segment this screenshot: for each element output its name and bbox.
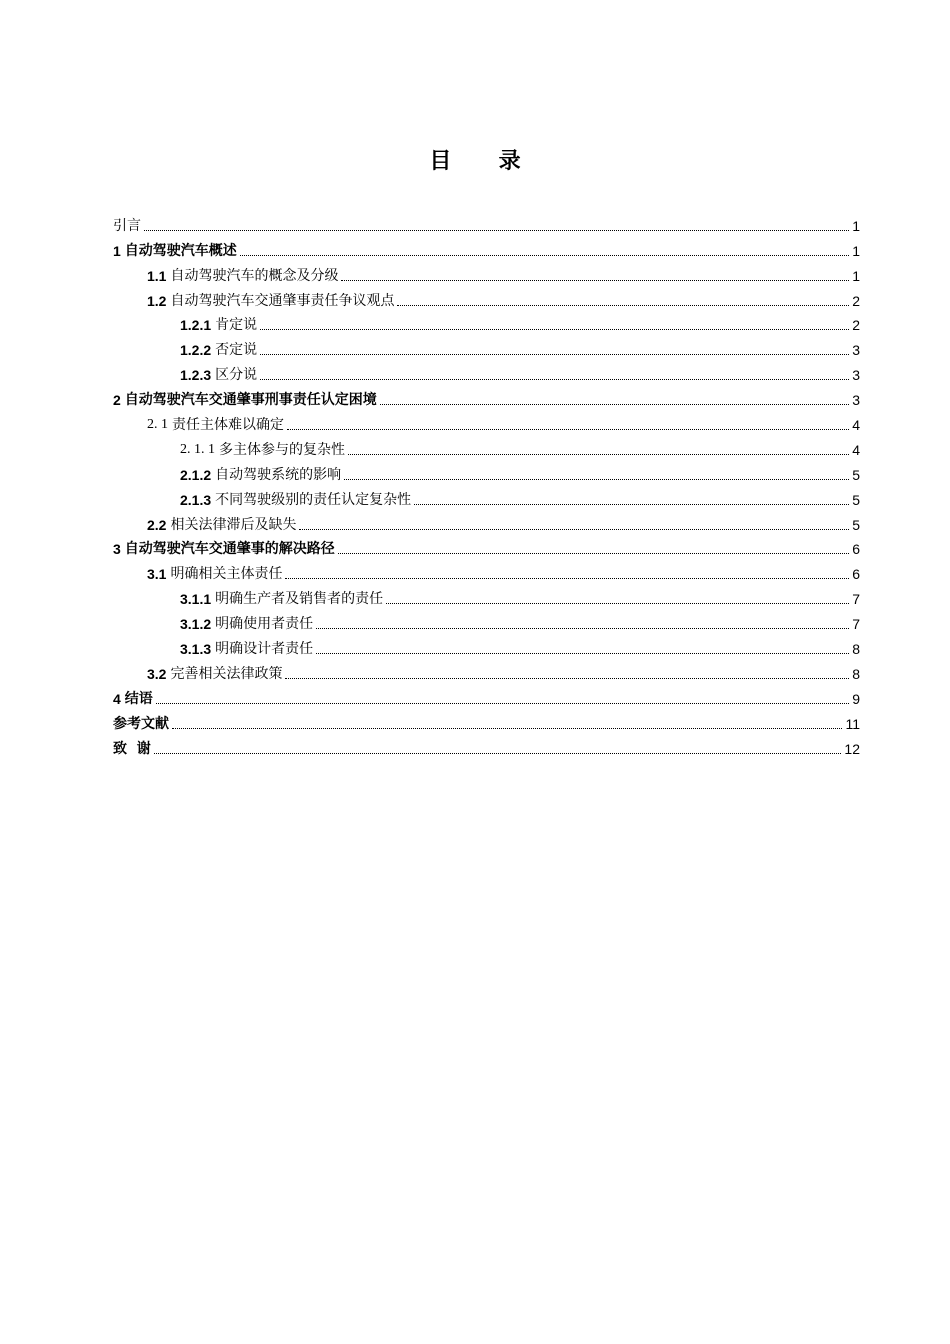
toc-page-number: 6 [852, 541, 860, 558]
toc-dot-leader [260, 379, 849, 380]
toc-page-number: 7 [852, 616, 860, 633]
toc-page-number: 3 [852, 392, 860, 409]
toc-page-number: 5 [852, 516, 860, 533]
toc-dot-leader [341, 280, 849, 281]
toc-entry-section-3-2[interactable] [113, 658, 860, 683]
toc-entry-subsection-2-1-1[interactable] [113, 434, 860, 459]
toc-entry-label: 不同驾驶级别的责任认定复杂性 [215, 491, 412, 508]
toc-dot-leader [156, 703, 849, 704]
toc-entry-number: 1.1 [147, 267, 167, 284]
toc-entry-acknowledgements[interactable] [113, 733, 860, 758]
toc-entry-section-2-2[interactable] [113, 509, 860, 534]
toc-entry-subsection-2-1-3[interactable] [113, 484, 860, 509]
toc-entry-label: 明确设计者责任 [215, 641, 314, 658]
toc-entry-subsection-2-1-2[interactable] [113, 459, 860, 484]
toc-dot-leader [316, 628, 849, 629]
toc-entry-label: 自动驾驶汽车交通肇事责任争议观点 [170, 292, 395, 309]
toc-dot-leader [240, 255, 849, 256]
toc-entry-label: 区分说 [215, 367, 258, 384]
toc-entry-label: 明确生产者及销售者的责任 [215, 591, 384, 608]
toc-dot-leader [260, 354, 849, 355]
toc-entry-number: 3.1.2 [180, 616, 212, 633]
toc-dot-leader [154, 753, 842, 754]
toc-entry-number: 2.1.2 [180, 466, 212, 483]
toc-entry-number: 3.1.1 [180, 591, 212, 608]
toc-entry-section-2-1[interactable] [113, 409, 860, 434]
toc-page-number: 6 [852, 566, 860, 583]
toc-page-number: 4 [852, 417, 860, 434]
toc-entry-label: 明确使用者责任 [215, 616, 314, 633]
toc-dot-leader [338, 553, 849, 554]
toc-entry-subsection-3-1-3[interactable] [113, 633, 860, 658]
toc-page-number: 11 [845, 715, 860, 732]
toc-entry-number: 1.2.3 [180, 367, 212, 384]
toc-page-number: 1 [852, 217, 860, 234]
toc-entry-label: 自动驾驶汽车交通肇事刑事责任认定困境 [124, 392, 377, 409]
toc-entry-label: 参考文献 [113, 715, 169, 732]
toc-entry-label: 肯定说 [215, 317, 258, 334]
toc-page-number: 12 [844, 740, 860, 757]
toc-entry-number: 1.2.1 [180, 317, 212, 334]
toc-entry-label: 明确相关主体责任 [170, 566, 283, 583]
toc-dot-leader [285, 678, 849, 679]
toc-entry-section-3-1[interactable] [113, 558, 860, 583]
toc-list [113, 210, 860, 758]
toc-page-number: 9 [852, 690, 860, 707]
toc-dot-leader [260, 329, 849, 330]
toc-entry-chapter-2[interactable] [113, 384, 860, 409]
toc-entry-number: 1 [113, 242, 121, 259]
toc-dot-leader [380, 404, 849, 405]
toc-entry-number: 2. 1 [147, 417, 168, 433]
toc-entry-chapter-1[interactable] [113, 235, 860, 260]
toc-entry-number: 3.1.3 [180, 641, 212, 658]
toc-entry-label: 否定说 [215, 342, 258, 359]
toc-entry-number: 2.1.3 [180, 491, 212, 508]
toc-entry-subsection-1-2-2[interactable] [113, 334, 860, 359]
toc-entry-chapter-4[interactable] [113, 683, 860, 708]
toc-entry-number: 2 [113, 392, 121, 409]
toc-entry-section-1-2[interactable] [113, 285, 860, 310]
toc-dot-leader [287, 429, 849, 430]
toc-entry-chapter-3[interactable] [113, 534, 860, 559]
toc-page-number: 1 [852, 242, 860, 259]
toc-entry-label: 自动驾驶汽车概述 [124, 242, 237, 259]
toc-entry-label: 相关法律滞后及缺失 [170, 516, 297, 533]
toc-dot-leader [299, 529, 849, 530]
toc-entry-subsection-1-2-3[interactable] [113, 359, 860, 384]
toc-entry-label: 完善相关法律政策 [170, 665, 283, 682]
toc-entry-label: 致 谢 [113, 740, 151, 757]
toc-entry-number: 3 [113, 541, 121, 558]
toc-dot-leader [414, 504, 849, 505]
toc-page-number: 5 [852, 466, 860, 483]
toc-page-number: 3 [852, 367, 860, 384]
toc-page-number: 4 [852, 441, 860, 458]
toc-entry-number: 2.2 [147, 516, 167, 533]
toc-entry-subsection-3-1-2[interactable] [113, 608, 860, 633]
toc-page-number: 1 [852, 267, 860, 284]
toc-dot-leader [285, 578, 849, 579]
toc-entry-label: 责任主体难以确定 [172, 417, 284, 434]
toc-entry-number: 1.2.2 [180, 342, 212, 359]
toc-entry-references[interactable] [113, 708, 860, 733]
toc-page-number: 2 [852, 317, 860, 334]
toc-entry-number: 3.1 [147, 566, 167, 583]
toc-dot-leader [348, 454, 849, 455]
toc-entry-label: 自动驾驶系统的影响 [215, 466, 342, 483]
toc-page-number: 8 [852, 665, 860, 682]
toc-entry-label: 自动驾驶汽车的概念及分级 [170, 267, 339, 284]
toc-dot-leader [172, 728, 842, 729]
toc-entry-label: 自动驾驶汽车交通肇事的解决路径 [124, 541, 335, 558]
toc-entry-label: 多主体参与的复杂性 [219, 441, 345, 458]
toc-page-number: 2 [852, 292, 860, 309]
toc-entry-number: 4 [113, 690, 121, 707]
toc-page-number: 3 [852, 342, 860, 359]
toc-entry-section-1-1[interactable] [113, 260, 860, 285]
toc-entry-number: 1.2 [147, 292, 167, 309]
toc-page-number: 7 [852, 591, 860, 608]
toc-page-number: 5 [852, 491, 860, 508]
toc-dot-leader [344, 479, 849, 480]
toc-entry-intro[interactable] [113, 210, 860, 235]
toc-entry-number: 2. 1. 1 [180, 441, 215, 457]
toc-page-number: 8 [852, 641, 860, 658]
toc-entry-number: 3.2 [147, 665, 167, 682]
toc-dot-leader [316, 653, 849, 654]
toc-entry-subsection-1-2-1[interactable] [113, 310, 860, 335]
toc-entry-label: 结语 [124, 690, 153, 707]
toc-entry-subsection-3-1-1[interactable] [113, 583, 860, 608]
toc-title: 目 录 [429, 149, 541, 174]
toc-dot-leader [144, 230, 849, 231]
toc-dot-leader [397, 305, 849, 306]
toc-entry-label: 引言 [113, 217, 141, 234]
toc-dot-leader [386, 603, 849, 604]
